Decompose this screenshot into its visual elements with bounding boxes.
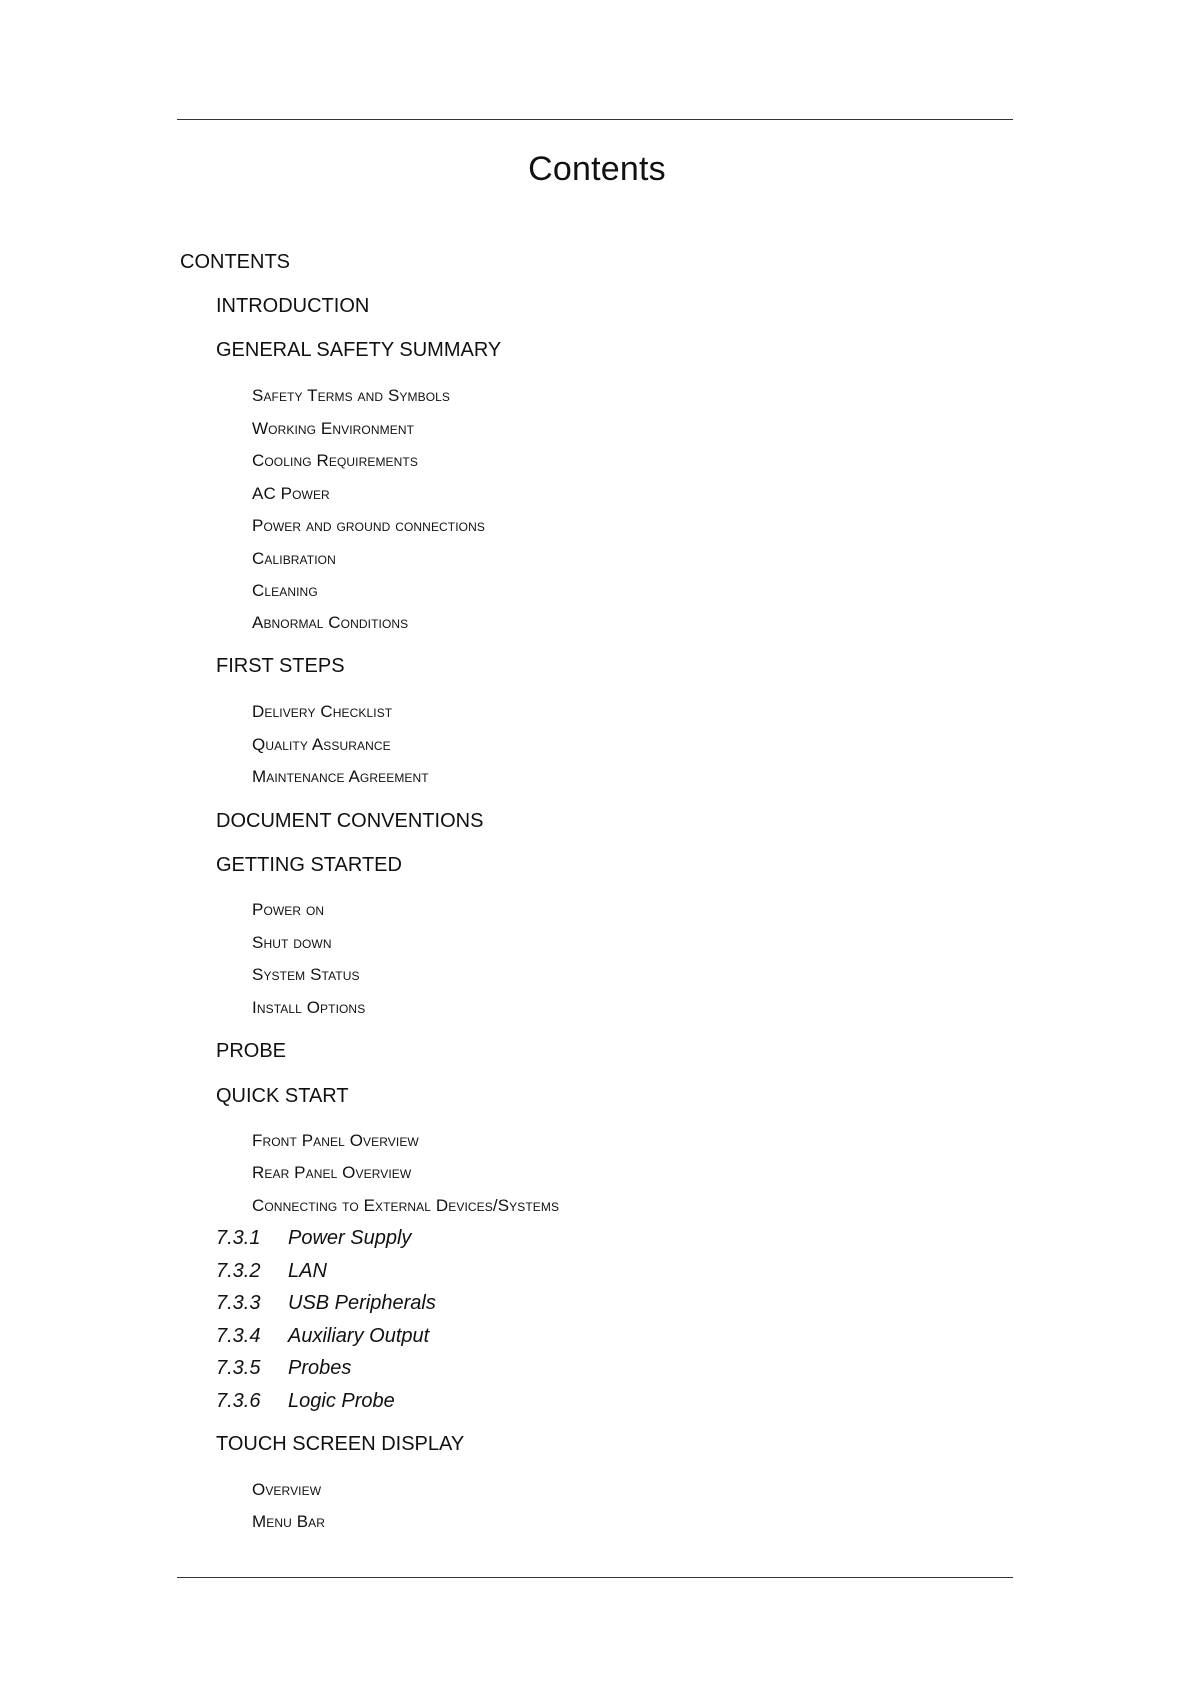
toc-entry[interactable] [216, 1228, 411, 1248]
page-title: Contents [528, 150, 666, 188]
toc-entry[interactable]: Install Options [252, 998, 366, 1017]
toc-entry[interactable]: FIRST STEPS [216, 655, 345, 677]
toc-entry[interactable]: Power and ground connections [252, 516, 485, 535]
toc-entry[interactable]: GENERAL SAFETY SUMMARY [216, 339, 502, 361]
toc-entry-number: 7.3.5 [216, 1357, 261, 1379]
toc-entry[interactable]: GETTING STARTED [216, 854, 402, 876]
toc-entry[interactable] [216, 1391, 395, 1411]
footer-rule [177, 1577, 1013, 1578]
toc-entry[interactable]: Connecting to External Devices/Systems [252, 1196, 560, 1215]
toc-entry-number: 7.3.2 [216, 1260, 261, 1282]
toc-entry[interactable]: Overview [252, 1480, 322, 1499]
toc-entry[interactable]: DOCUMENT CONVENTIONS [216, 810, 484, 832]
toc-entry[interactable]: Cooling Requirements [252, 451, 418, 470]
toc-entry-label: Probes [288, 1357, 352, 1379]
toc-entry[interactable] [216, 1326, 429, 1346]
toc-entry[interactable]: Rear Panel Overview [252, 1163, 412, 1182]
toc-entry[interactable]: Maintenance Agreement [252, 767, 429, 786]
toc-entry[interactable]: Abnormal Conditions [252, 613, 409, 632]
toc-entry[interactable]: TOUCH SCREEN DISPLAY [216, 1433, 465, 1455]
toc-entry[interactable]: Shut down [252, 933, 332, 952]
toc-entry[interactable]: PROBE [216, 1040, 287, 1062]
toc-entry[interactable]: Front Panel Overview [252, 1131, 419, 1150]
toc-entry-number: 7.3.6 [216, 1390, 261, 1412]
toc-entry-number: 7.3.3 [216, 1292, 261, 1314]
toc-entry[interactable]: System Status [252, 965, 360, 984]
toc-entry[interactable]: Working Environment [252, 419, 415, 438]
toc-entry-label: Auxiliary Output [288, 1325, 430, 1347]
toc-entry-label: USB Peripherals [288, 1292, 436, 1314]
toc-entry-number: 7.3.1 [216, 1227, 261, 1249]
toc-entry[interactable]: Safety Terms and Symbols [252, 386, 451, 405]
toc-entry[interactable]: Calibration [252, 549, 336, 568]
toc-entry[interactable]: INTRODUCTION [216, 295, 370, 317]
toc-entry[interactable]: AC Power [252, 484, 330, 503]
toc-entry[interactable]: Power on [252, 900, 325, 919]
toc-entry[interactable] [216, 1261, 327, 1281]
toc-entry[interactable] [216, 1358, 351, 1378]
toc-entry-label: Power Supply [288, 1227, 412, 1249]
toc-entry[interactable] [216, 1293, 436, 1313]
toc-entry[interactable]: CONTENTS [180, 251, 290, 273]
toc-entry-number: 7.3.4 [216, 1325, 261, 1347]
toc-entry[interactable]: Cleaning [252, 581, 318, 600]
toc-entry[interactable]: Delivery Checklist [252, 702, 393, 721]
toc-entry[interactable]: Menu Bar [252, 1512, 326, 1531]
toc-entry[interactable]: Quality Assurance [252, 735, 391, 754]
toc-entry-label: LAN [288, 1260, 327, 1282]
toc-entry-label: Logic Probe [288, 1390, 395, 1412]
toc-entry[interactable]: QUICK START [216, 1085, 349, 1107]
